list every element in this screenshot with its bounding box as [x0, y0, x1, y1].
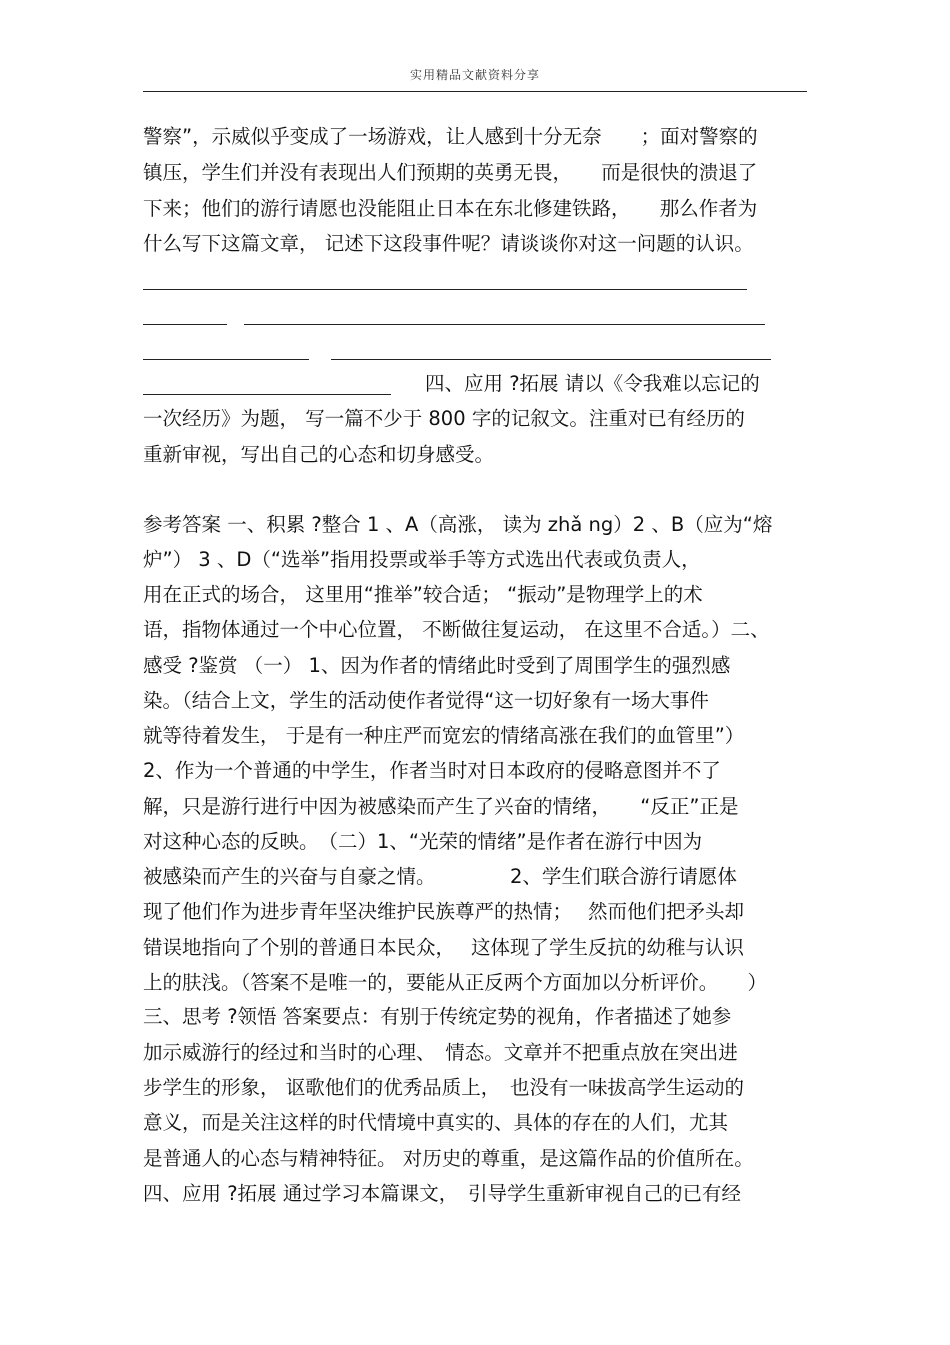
answer-line: 现了他们作为进步青年坚决维护民族尊严的热情； 然而他们把矛头却 — [143, 900, 744, 923]
header-divider — [143, 91, 807, 92]
question-line-4: 什么写下这篇文章， 记述下这段事件呢？请谈谈你对这一问题的认识。 — [143, 232, 754, 255]
answer-line: 步学生的形象， 讴歌他们的优秀品质上， 也没有一味拔高学生运动的 — [143, 1076, 744, 1099]
answer-line: 解，只是游行进行中因为被感染而产生了兴奋的情绪， “反正”正是 — [143, 795, 739, 818]
question-line-2: 镇压，学生们并没有表现出人们预期的英勇无畏， 而是很快的溃退了 — [143, 161, 758, 184]
answer-blank-line — [143, 394, 391, 395]
answer-line: 上的肤浅。（答案不是唯一的，要能从正反两个方面加以分析评价。 ） — [143, 971, 768, 994]
page-header: 实用精品文献资料分享 — [409, 68, 540, 82]
answer-line: 染。（结合上文，学生的活动使作者觉得“这一切好象有一场大事件 — [143, 689, 709, 712]
answer-blank-line — [143, 359, 309, 360]
answer-line: 四、应用 ?拓展 通过学习本篇课文， 引导学生重新审视自己的已有经 — [143, 1182, 741, 1205]
application-line-1: 一次经历》为题， 写一篇不少于 800 字的记叙文。注重对已有经历的 — [143, 407, 745, 430]
answer-blank-line — [331, 359, 771, 360]
answer-line: 就等待着发生， 于是有一种庄严而宽宏的情绪高涨在我们的血管里”） — [143, 724, 745, 747]
answer-line: 意义，而是关注这样的时代情境中真实的、具体的存在的人们，尤其 — [143, 1111, 729, 1134]
answer-line: 用在正式的场合， 这里用“推举”较合适； “振动”是物理学上的术 — [143, 583, 703, 606]
answer-line: 三、思考 ?领悟 答案要点：有别于传统定势的视角，作者描述了她参 — [143, 1005, 732, 1028]
answer-line: 语，指物体通过一个中心位置， 不断做往复运动， 在这里不合适。）二、 — [143, 618, 770, 641]
answer-blank-line — [143, 324, 227, 325]
answer-line: 对这种心态的反映。 （二）1、“光荣的情绪”是作者在游行中因为 — [143, 830, 703, 853]
question-line-1: 警察”，示威似乎变成了一场游戏，让人感到十分无奈 ；面对警察的 — [143, 125, 758, 148]
answer-line: 2、作为一个普通的中学生，作者当时对日本政府的侵略意图并不了 — [143, 759, 721, 782]
answer-line: 加示威游行的经过和当时的心理、 情态。文章并不把重点放在突出进 — [143, 1041, 738, 1064]
answer-line: 错误地指向了个别的普通日本民众， 这体现了学生反抗的幼稚与认识 — [143, 936, 744, 959]
answer-blank-line — [143, 289, 747, 290]
answer-line: 是普通人的心态与精神特征。 对历史的尊重，是这篇作品的价值所在。 — [143, 1147, 754, 1170]
application-line-2: 重新审视，写出自己的心态和切身感受。 — [143, 443, 495, 466]
answer-line: 参考答案 一、积累 ?整合 1 、A（高涨， 读为 zhǎ ng）2 、B（应为“熔 — [143, 513, 773, 536]
application-heading: 四、应用 ?拓展 请以《令我难以忘记的 — [425, 372, 760, 395]
answer-line: 被感染而产生的兴奋与自豪之情。 2、学生们联合游行请愿体 — [143, 865, 737, 888]
answer-blank-line — [244, 324, 765, 325]
answer-line: 炉”） 3 、D（“选举”指用投票或举手等方式选出代表或负责人， — [143, 548, 701, 571]
answer-line: 感受 ?鉴赏 （一） 1、因为作者的情绪此时受到了周围学生的强烈感 — [143, 654, 731, 677]
question-line-3: 下来；他们的游行请愿也没能阻止日本在东北修建铁路， 那么作者为 — [143, 197, 758, 220]
